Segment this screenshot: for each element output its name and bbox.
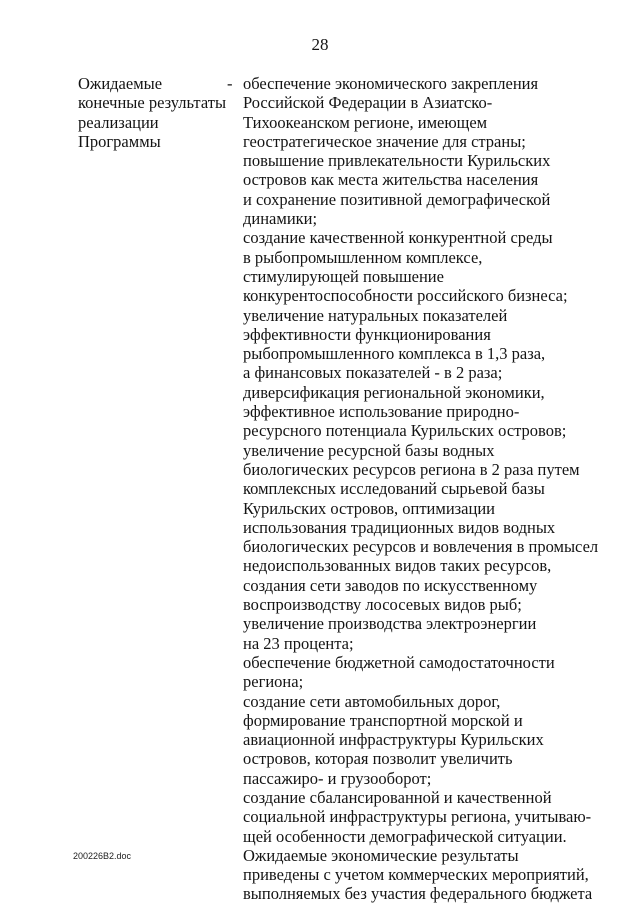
section-label-line: конечные результаты: [78, 93, 227, 113]
content-line: конкурентоспособности российского бизнеса;: [243, 286, 568, 306]
content-line: щей особенности демографической ситуации.: [243, 826, 567, 846]
section-label-line: Ожидаемые: [78, 74, 163, 93]
content-line: обеспечение бюджетной самодостаточности: [243, 652, 555, 672]
content-line: создание сети автомобильных дорог,: [243, 691, 501, 711]
content-line: и сохранение позитивной демографической: [243, 189, 551, 209]
content-line: воспроизводству лососевых видов рыб;: [243, 595, 522, 615]
footer-filename: 200226B2.doc: [73, 851, 132, 861]
content-line: островов, которая позволит увеличить: [243, 749, 513, 769]
content-line: эффективное использование природно-: [243, 402, 520, 422]
content-line: островов как места жительства населения: [243, 170, 539, 190]
content-line: в рыбопромышленном комплексе,: [243, 247, 483, 267]
content-line: увеличение натуральных показателей: [243, 305, 508, 325]
content-line: выполняемых без участия федерального бюджета: [243, 884, 593, 904]
content-line: создания сети заводов по искусственному: [243, 575, 538, 595]
content-line: увеличение ресурсной базы водных: [243, 440, 495, 460]
page-number: 28: [311, 35, 329, 54]
content-line: ресурсного потенциала Курильских островов;: [243, 421, 567, 441]
content-line: приведены с учетом коммерческих мероприятий,: [243, 865, 589, 885]
content-line: повышение привлекательности Курильских: [243, 151, 551, 171]
separator-dash: -: [227, 74, 233, 93]
content-line: динамики;: [243, 209, 318, 229]
section-label-line: реализации: [78, 112, 159, 132]
content-line: формирование транспортной морской и: [243, 710, 523, 730]
content-line: недоиспользованных видов таких ресурсов,: [243, 556, 552, 576]
content-line: Российской Федерации в Азиатско-: [243, 93, 493, 113]
content-line: Тихоокеанском регионе, имеющем: [243, 112, 488, 132]
content-line: биологических ресурсов региона в 2 раза путем: [243, 459, 580, 479]
content-line: создание сбалансированной и качественной: [243, 787, 552, 807]
content-line: обеспечение экономического закрепления: [243, 74, 539, 93]
content-line: Курильских островов, оптимизации: [243, 498, 495, 518]
content-line: на 23 процента;: [243, 633, 354, 653]
content-line: а финансовых показателей - в 2 раза;: [243, 363, 503, 383]
content-line: биологических ресурсов и вовлечения в промысел: [243, 537, 599, 557]
section-label: [78, 74, 226, 151]
section-content: [243, 74, 598, 904]
content-line: создание качественной конкурентной среды: [243, 228, 553, 248]
content-line: комплексных исследований сырьевой базы: [243, 479, 545, 499]
content-line: геостратегическое значение для страны;: [243, 131, 526, 151]
content-line: стимулирующей повышение: [243, 266, 444, 286]
content-line: использования традиционных видов водных: [243, 517, 556, 537]
content-line: региона;: [243, 672, 304, 692]
content-line: социальной инфраструктуры региона, учитываю-: [243, 807, 592, 827]
content-line: увеличение производства электроэнергии: [243, 614, 537, 634]
content-line: пассажиро- и грузооборот;: [243, 768, 432, 788]
content-line: эффективности функционирования: [243, 324, 491, 344]
section-label-line: Программы: [78, 131, 161, 151]
content-line: рыбопромышленного комплекса в 1,3 раза,: [243, 344, 546, 364]
content-line: авиационной инфраструктуры Курильских: [243, 730, 544, 750]
content-line: Ожидаемые экономические результаты: [243, 845, 519, 865]
content-line: диверсификация региональной экономики,: [243, 382, 545, 402]
